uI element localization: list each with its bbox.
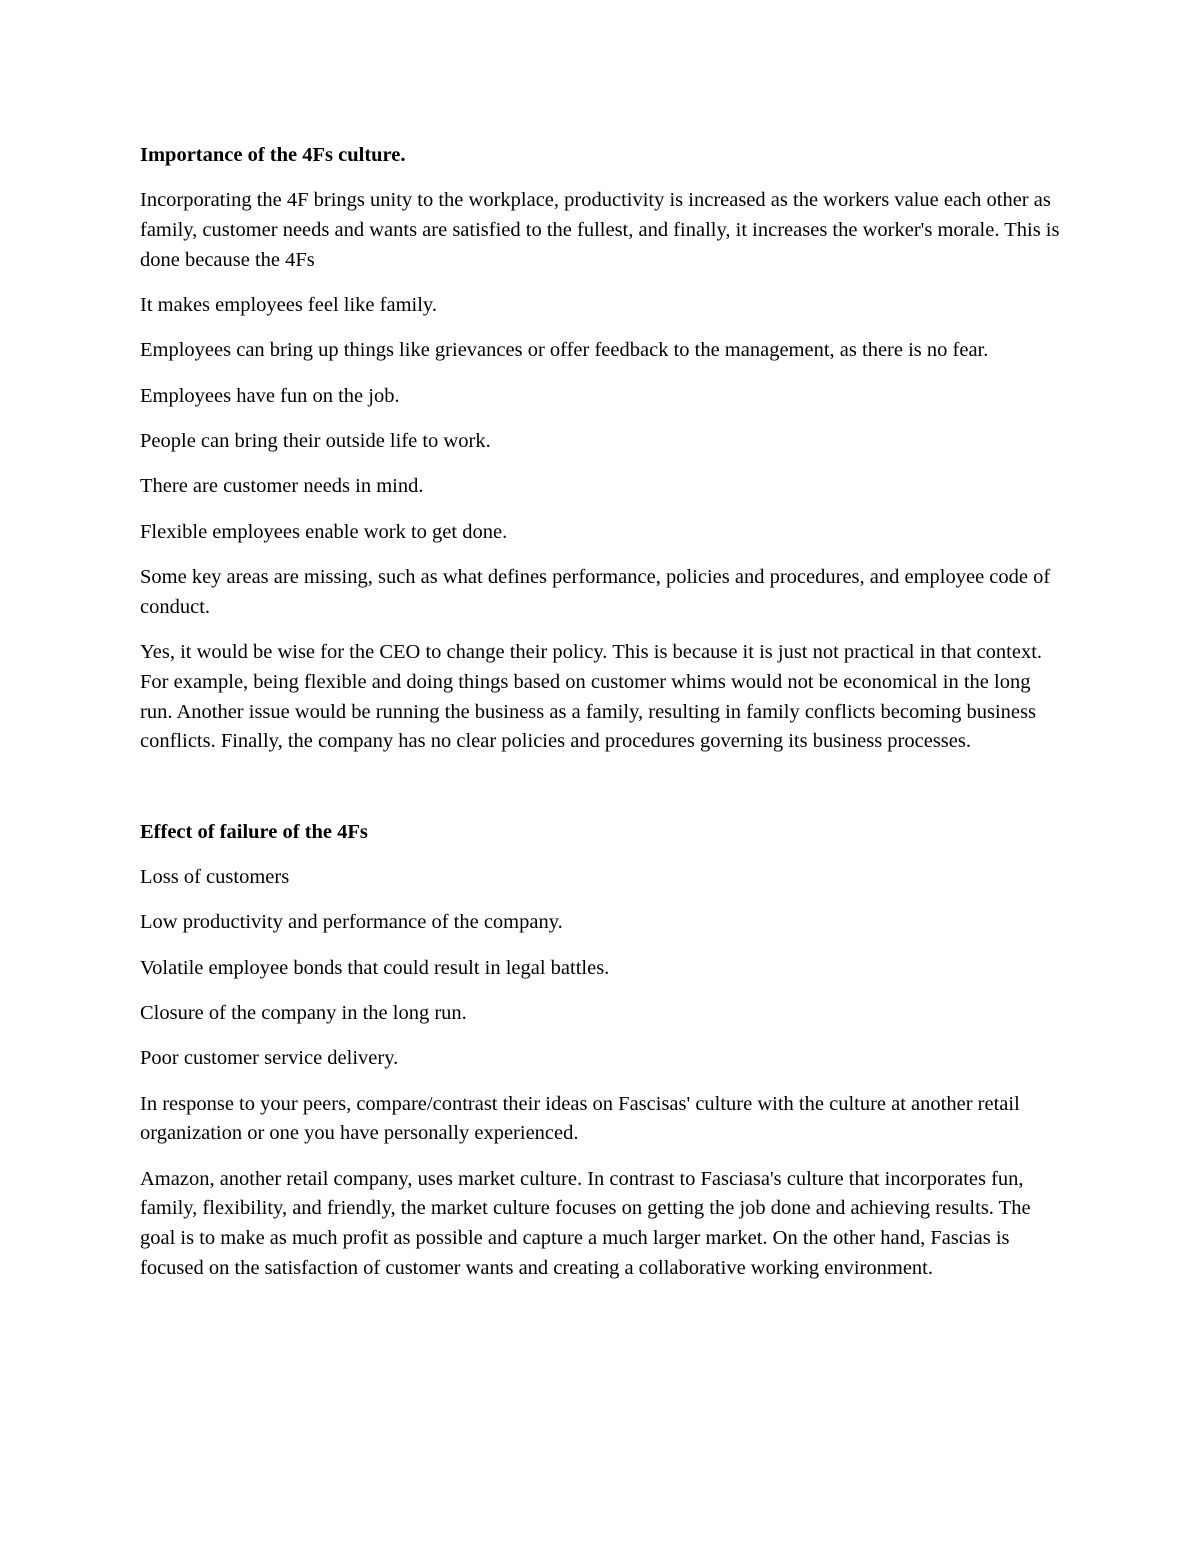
paragraph: Flexible employees enable work to get done. <box>140 520 508 543</box>
paragraph: Loss of customers <box>140 866 290 889</box>
paragraph: Employees can bring up things like grievances or offer feedback to the management, as there is no fear. <box>140 339 989 362</box>
section-spacer <box>140 773 1065 818</box>
paragraph: It makes employees feel like family. <box>140 294 437 317</box>
paragraph: There are customer needs in mind. <box>140 475 424 498</box>
paragraph: Poor customer service delivery. <box>140 1047 399 1070</box>
paragraph: Low productivity and performance of the company. <box>140 911 563 934</box>
paragraph: Employees have fun on the job. <box>140 384 400 407</box>
paragraph: Volatile employee bonds that could result in legal battles. <box>140 956 610 979</box>
section-heading-importance: Importance of the 4Fs culture. <box>140 144 406 166</box>
section-heading-failure: Effect of failure of the 4Fs <box>140 820 368 843</box>
paragraph: Yes, it would be wise for the CEO to change their policy. This is because it is just not practical in that context. For example, being flexible and doing things based on customer whims would not be economical in the long run. Another issue would be running the business as a family, resulting in family conflicts becoming business conflicts. Finally, the company has no clear policies and procedures governing its business processes. <box>140 641 1043 753</box>
paragraph: In response to your peers, compare/contrast their ideas on Fascisas' culture with the culture at another retail organization or one you have personally experienced. <box>140 1092 1020 1145</box>
document-body <box>140 141 1065 1299</box>
paragraph: Incorporating the 4F brings unity to the workplace, productivity is increased as the workers value each other as family, customer needs and wants are satisfied to the fullest, and finally, it increases the worker's morale. This is done because the 4Fs <box>140 189 1060 271</box>
paragraph: People can bring their outside life to work. <box>140 430 491 453</box>
paragraph: Amazon, another retail company, uses market culture. In contrast to Fasciasa's culture that incorporates fun, family, flexibility, and friendly, the market culture focuses on getting the job done and achieving results. The goal is to make as much profit as possible and capture a much larger market. On the other hand, Fascias is focused on the satisfaction of customer wants and creating a collaborative working environment. <box>140 1167 1031 1280</box>
paragraph: Closure of the company in the long run. <box>140 1001 467 1024</box>
paragraph: Some key areas are missing, such as what defines performance, policies and procedures, and employee code of conduct. <box>140 565 1051 618</box>
